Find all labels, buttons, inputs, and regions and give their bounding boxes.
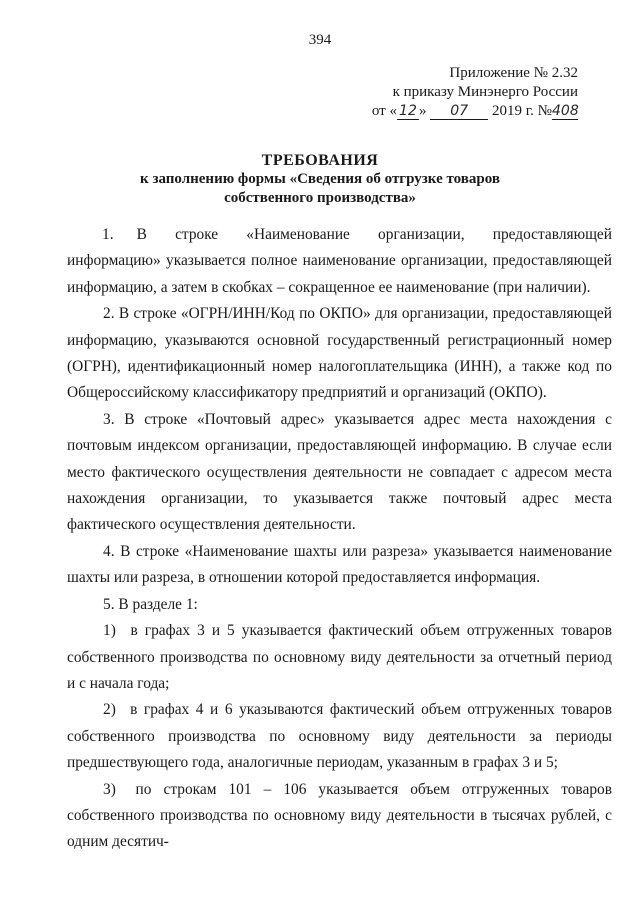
paragraph-2: 2. В строке «ОГРН/ИНН/Код по ОКПО» для организации, предоставляющей информацию, указываются основной государственный регистрационный номер (ОГРН), идентификационный номер налогоплательщика (ИНН), а также код по Общероссийскому классификатору предприятий и организаций (ОКПО). [67,305,612,402]
appendix-title: Приложение № 2.32 [449,65,578,81]
paragraph-4: 4. В строке «Наименование шахты или разреза» указывается наименование шахты или разреза, в отношении которой предоставляется информация. [67,542,612,587]
date-mid: » [418,103,427,119]
date-day: 12 [397,104,419,120]
document-body [67,222,612,856]
order-number: 408 [552,103,579,119]
paragraph-1: 1. В строке «Наименование организации, предоставляющей информацию» указывается полное наименование организации, предоставляющей информацию, а затем в скобках – сокращенное ее наименование (при наличии). [67,226,612,296]
document-title [0,151,640,208]
date-prefix: от « [371,103,397,119]
date-year: 2019 г. № [491,103,552,119]
title-subtitle-2: собственного производства» [224,190,416,206]
title-heading: ТРЕБОВАНИЯ [261,152,379,169]
date-month: 07 [430,104,488,120]
paragraph-3: 3. В строке «Почтовый адрес» указывается адрес места нахождения с почтовым индексом организации, предоставляющей информацию. В случае если место фактического осуществления деятельности не совпадает с адресом места нахождения организации, то указывается также почтовый адрес места фактического осуществления деятельности. [67,410,612,534]
appendix-block [318,64,578,121]
page-number: 394 [308,32,332,48]
title-subtitle-1: к заполнению формы «Сведения об отгрузке товаров [140,171,500,187]
paragraph-5: 5. В разделе 1: [103,595,198,613]
paragraph-5-3: 3) по строкам 101 – 106 указывается объем отгруженных товаров собственного производства по основному виду деятельности в тысячах рублей, с одним десятич- [67,780,612,851]
paragraph-5-1: 1) в графах 3 и 5 указывается фактический объем отгруженных товаров собственного производства по основному виду деятельности за отчетный период и с начала года; [67,622,612,692]
paragraph-5-2: 2) в графах 4 и 6 указываются фактический объем отгруженных товаров собственного производства по основному виду деятельности за периоды предшествующего года, аналогичные периодам, указанным в графах 3 и 5; [67,701,612,772]
appendix-order: к приказу Минэнерго России [392,84,578,100]
appendix-date-line [318,102,578,121]
